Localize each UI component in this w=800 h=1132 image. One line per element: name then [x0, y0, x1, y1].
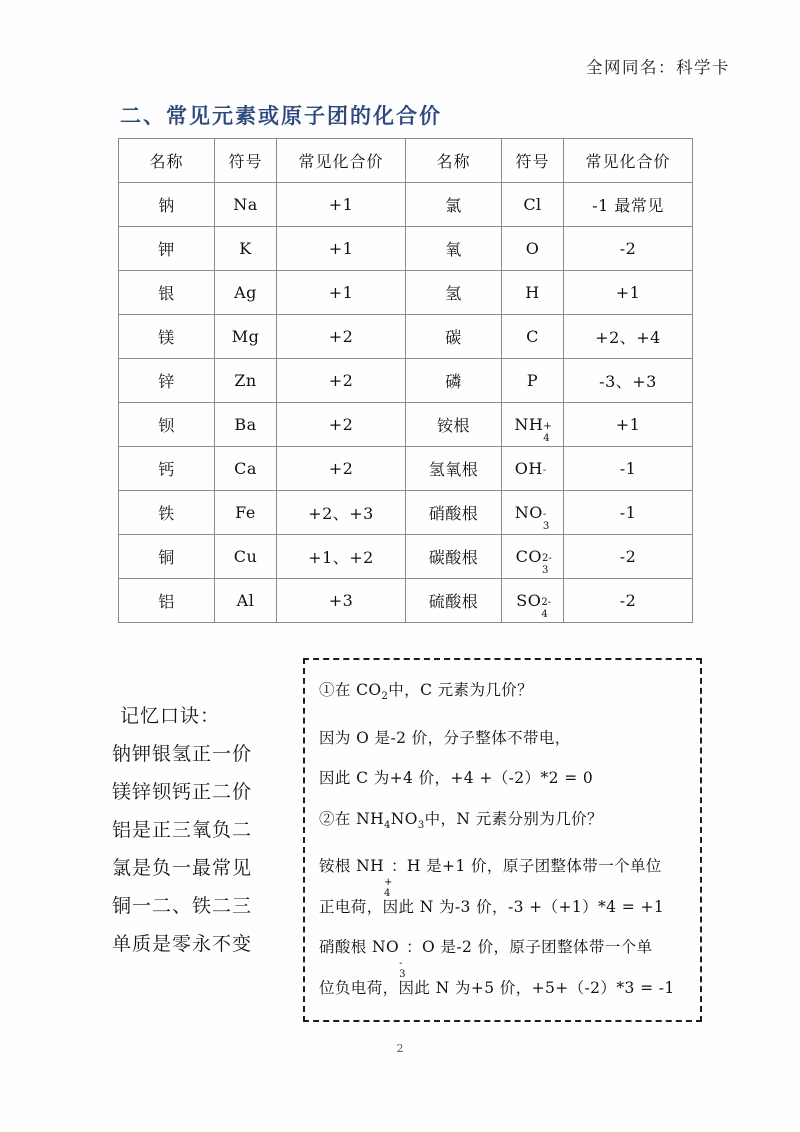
cell-symbol-right: SO 4 2- [502, 579, 564, 623]
cell-valence-left: +2、+3 [277, 491, 406, 535]
cell-symbol-right: NH 4 + [502, 403, 564, 447]
cell-name-right: 碳酸根 [406, 535, 502, 579]
cell-valence-right: -2 [564, 227, 693, 271]
cell-symbol-left: Zn [215, 359, 277, 403]
mnemonic-line: 氯是负一最常见 [112, 857, 253, 879]
table-row [119, 403, 693, 447]
example-line: 铵根 NH 4 + ：H 是+1 价，原子团整体带一个单位 [319, 857, 662, 900]
cell-symbol-right: O [502, 227, 564, 271]
table-row [119, 271, 693, 315]
cell-valence-right: -2 [564, 535, 693, 579]
example-line: ①在 $CO_2$中，C 元素为几价？ [319, 681, 534, 703]
cell-valence-left: +2 [277, 359, 406, 403]
cell-name-right: 硫酸根 [406, 579, 502, 623]
cell-valence-right: -3、+3 [564, 359, 693, 403]
column-header-symbol-left: 符号 [215, 139, 277, 183]
cell-symbol-right: P [502, 359, 564, 403]
cell-symbol-right: C [502, 315, 564, 359]
cell-symbol-left: K [215, 227, 277, 271]
cell-valence-left: +2 [277, 315, 406, 359]
cell-name-right: 氢 [406, 271, 502, 315]
cell-name-left: 钡 [119, 403, 215, 447]
example-line: 硝酸根 NO 3 - ：O 是-2 价，原子团整体带一个单 [319, 938, 653, 981]
table-row [119, 491, 693, 535]
table-row [119, 579, 693, 623]
cell-valence-left: +2 [277, 403, 406, 447]
cell-symbol-right: Cl [502, 183, 564, 227]
cell-valence-left: +1 [277, 227, 406, 271]
table-row [119, 359, 693, 403]
cell-name-left: 锌 [119, 359, 215, 403]
cell-symbol-right: H [502, 271, 564, 315]
cell-valence-left: +3 [277, 579, 406, 623]
cell-name-left: 铝 [119, 579, 215, 623]
cell-symbol-right: OH - [502, 447, 564, 491]
table-row [119, 447, 693, 491]
cell-valence-right: -1 [564, 447, 693, 491]
column-header-name-left: 名称 [119, 139, 215, 183]
cell-symbol-left: Na [215, 183, 277, 227]
cell-name-right: 碳 [406, 315, 502, 359]
cell-name-right: 氢氧根 [406, 447, 502, 491]
cell-symbol-right: CO 3 2- [502, 535, 564, 579]
cell-valence-right: -1 最常见 [564, 183, 693, 227]
valence-table [118, 138, 693, 623]
example-line: 因此 C 为+4 价，+4 +（-2）*2 = 0 [319, 769, 594, 788]
table-row [119, 535, 693, 579]
cell-valence-left: +2 [277, 447, 406, 491]
cell-symbol-left: Ba [215, 403, 277, 447]
cell-valence-right: +1 [564, 271, 693, 315]
cell-name-left: 钾 [119, 227, 215, 271]
cell-symbol-left: Mg [215, 315, 277, 359]
example-line: ②在 $NH_4NO_3$中，N 元素分别为几价？ [319, 809, 603, 831]
column-header-name-right: 名称 [406, 139, 502, 183]
cell-symbol-left: Fe [215, 491, 277, 535]
worked-examples-box [303, 658, 702, 1022]
cell-symbol-right: NO 3 - [502, 491, 564, 535]
section-heading: 二、常见元素或原子团的化合价 [120, 103, 442, 128]
cell-symbol-left: Al [215, 579, 277, 623]
cell-name-left: 镁 [119, 315, 215, 359]
column-header-valence-left: 常见化合价 [277, 139, 406, 183]
table-row [119, 183, 693, 227]
cell-valence-left: +1 [277, 183, 406, 227]
table-row [119, 315, 693, 359]
mnemonic-line: 铝是正三氧负二 [112, 819, 253, 841]
cell-name-right: 铵根 [406, 403, 502, 447]
table-row [119, 227, 693, 271]
example-line: 正电荷，因此 N 为-3 价，-3 +（+1）*4 = +1 [319, 897, 665, 916]
watermark-note: 全网同名：科学卡 [586, 58, 730, 77]
cell-name-right: 氯 [406, 183, 502, 227]
column-header-symbol-right: 符号 [502, 139, 564, 183]
cell-valence-left: +1 [277, 271, 406, 315]
cell-name-right: 磷 [406, 359, 502, 403]
cell-name-right: 硝酸根 [406, 491, 502, 535]
page-number: 2 [396, 1042, 404, 1055]
cell-name-left: 铜 [119, 535, 215, 579]
cell-symbol-left: Ag [215, 271, 277, 315]
cell-valence-left: +1、+2 [277, 535, 406, 579]
cell-name-right: 氧 [406, 227, 502, 271]
cell-name-left: 钠 [119, 183, 215, 227]
mnemonic-line: 单质是零永不变 [112, 933, 253, 955]
mnemonic-title: 记忆口诀： [120, 705, 221, 727]
cell-symbol-left: Ca [215, 447, 277, 491]
mnemonic-line: 镁锌钡钙正二价 [112, 781, 253, 803]
mnemonic-block [112, 697, 297, 963]
cell-name-left: 铁 [119, 491, 215, 535]
column-header-valence-right: 常见化合价 [564, 139, 693, 183]
example-line: 位负电荷，因此 N 为+5 价，+5+（-2）*3 = -1 [319, 978, 675, 997]
table-header-row [119, 139, 693, 183]
example-line: 因为 O 是-2 价，分子整体不带电， [319, 728, 571, 747]
cell-symbol-left: Cu [215, 535, 277, 579]
cell-valence-right: -2 [564, 579, 693, 623]
cell-name-left: 钙 [119, 447, 215, 491]
mnemonic-line: 钠钾银氢正一价 [112, 743, 253, 765]
cell-valence-right: +2、+4 [564, 315, 693, 359]
cell-valence-right: -1 [564, 491, 693, 535]
cell-valence-right: +1 [564, 403, 693, 447]
cell-name-left: 银 [119, 271, 215, 315]
mnemonic-line: 铜一二、铁二三 [112, 895, 253, 917]
